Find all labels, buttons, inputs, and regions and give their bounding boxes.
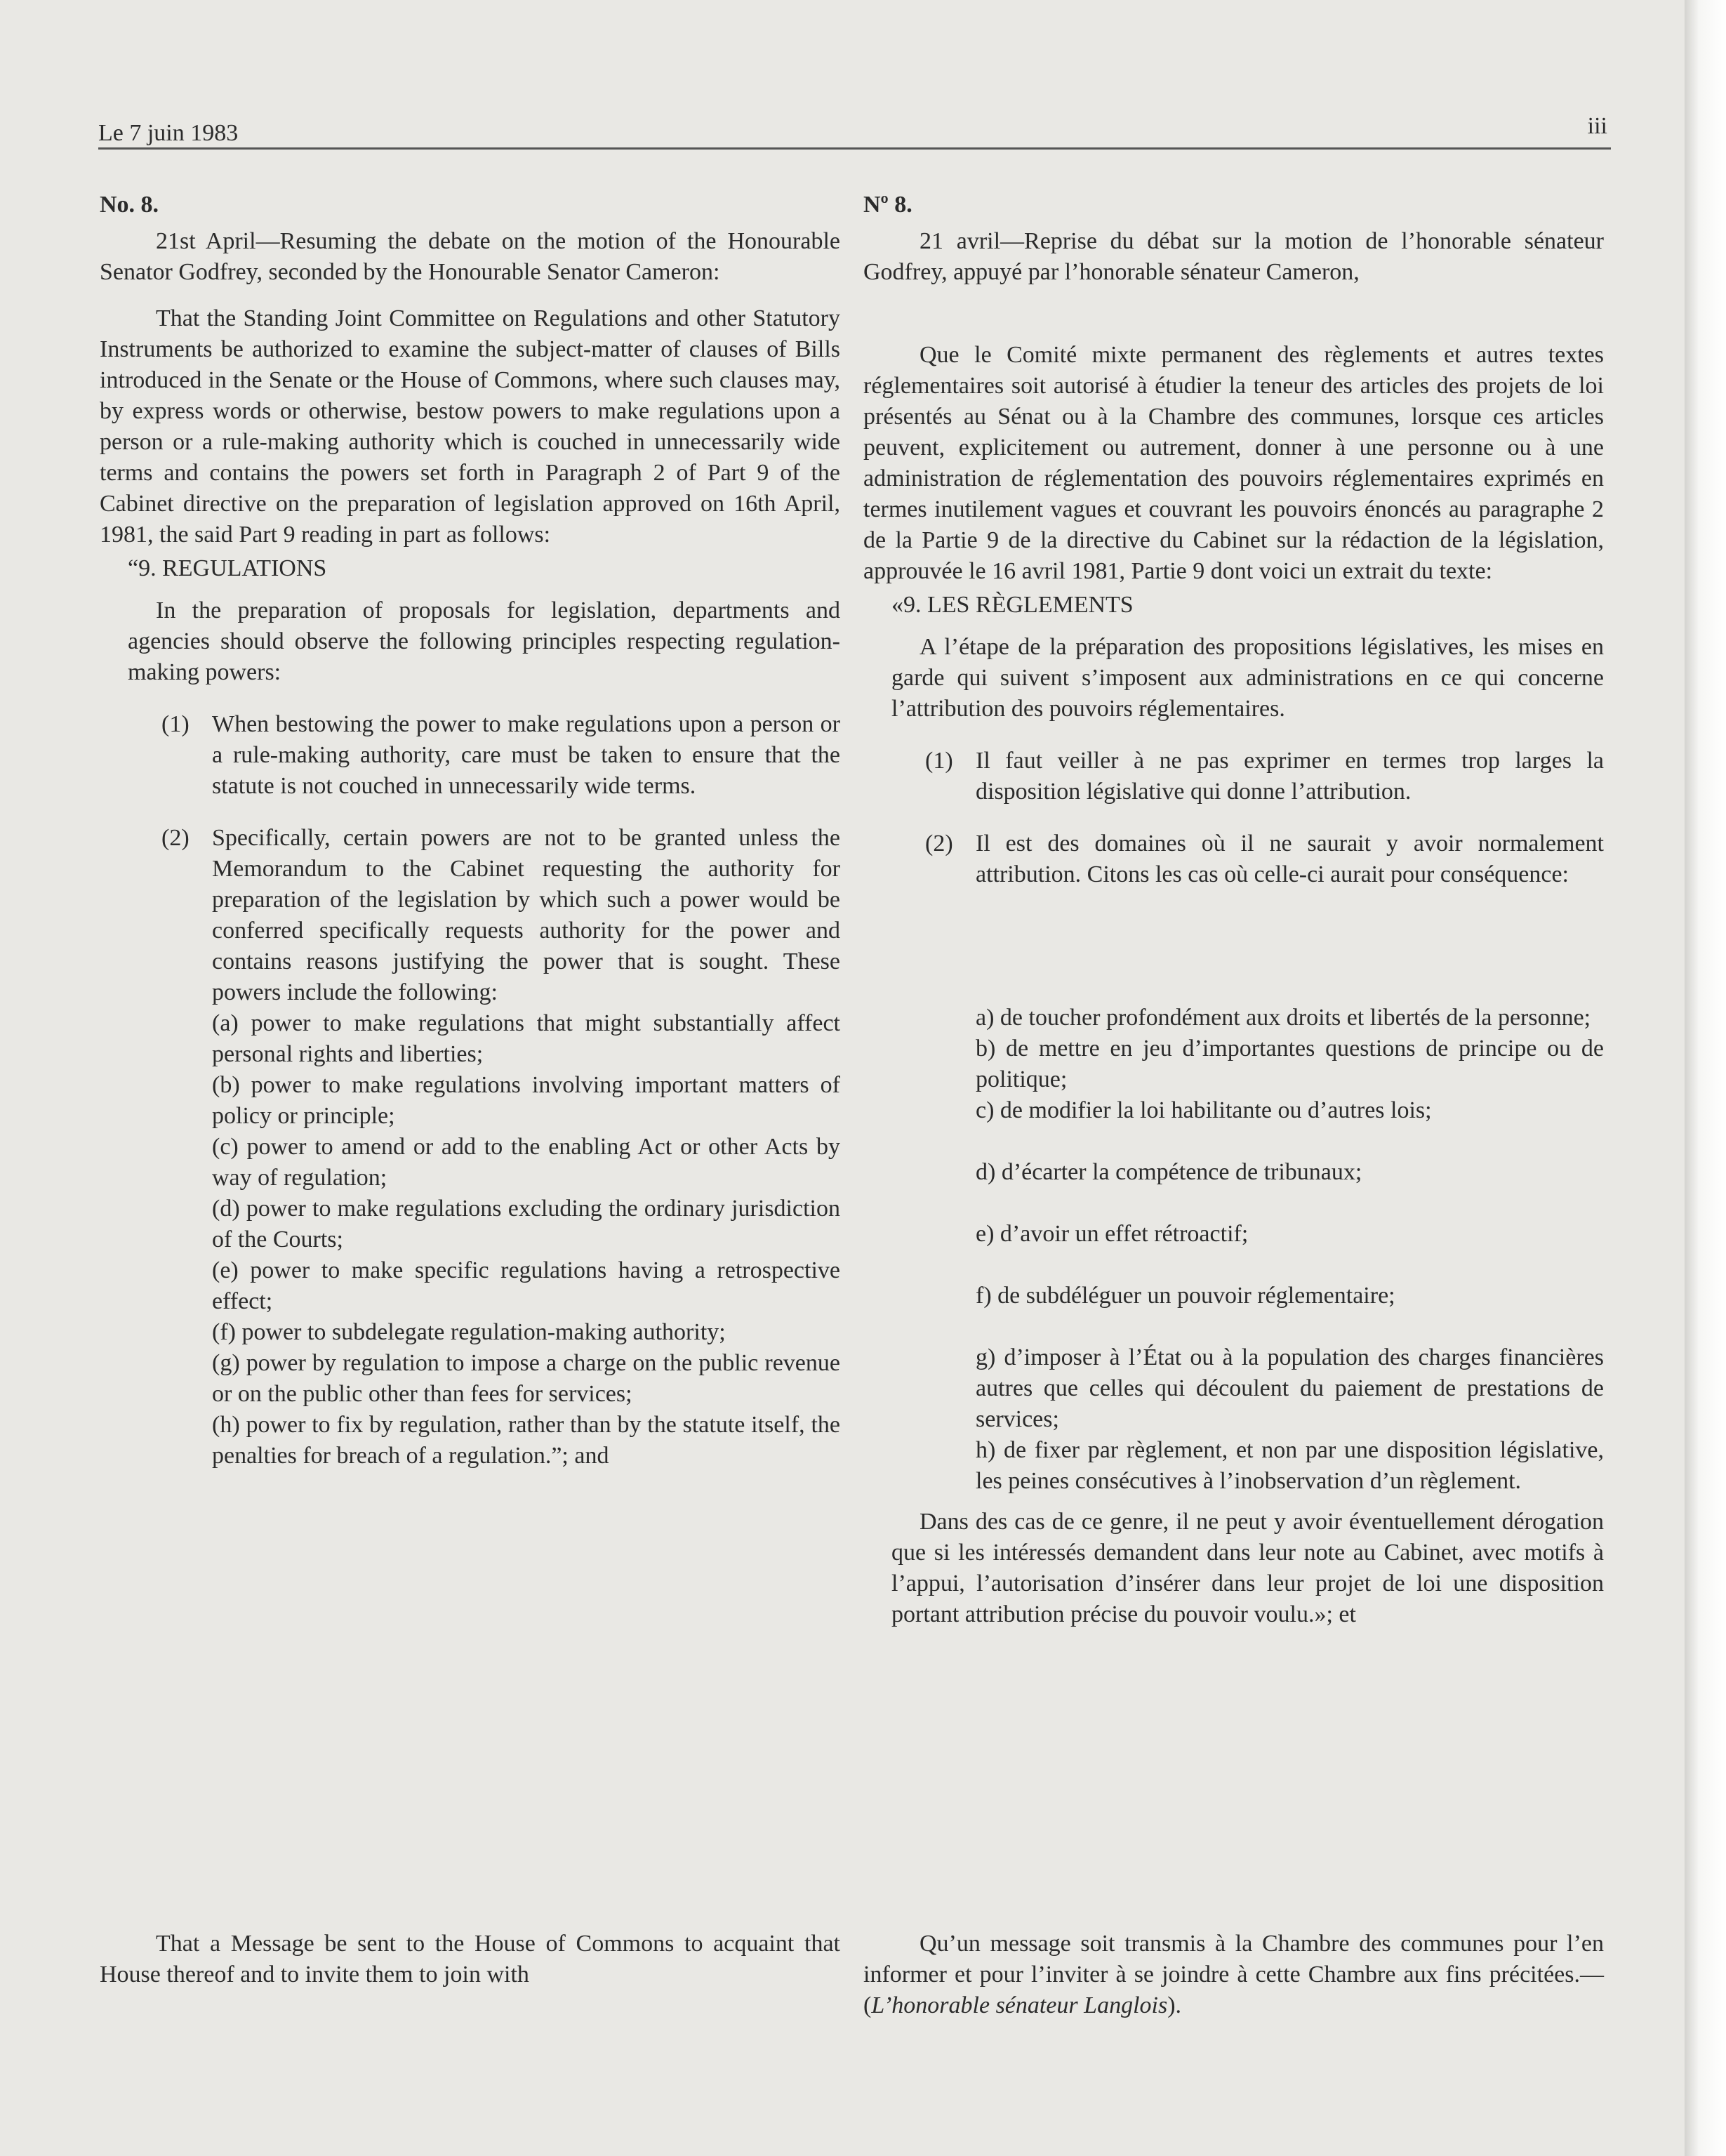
en-sub-b: (b) power to make regulations involving important matters of policy or principle;	[212, 1072, 840, 1129]
en-motion: That the Standing Joint Committee on Regulations and other Statutory Instruments be authorized to examine the subject-matter of clauses of Bills introduced in the Senate or the House of Commons, where such clauses may, by express words or otherwise, bestow powers to make regulations upon a person or a rule-making authority which is couched in unnecessarily wide terms and contains the powers set forth in Paragraph 2 of Part 9 of the Cabinet directive on the preparation of legislation approved on 16th April, 1981, the said Part 9 reading in part as follows:	[100, 305, 840, 548]
en-item-1-number: (1)	[161, 711, 190, 737]
fr-closing	[863, 1929, 1604, 2021]
fr-item-2-number: (2)	[925, 831, 953, 857]
fr-sub-g: g) d’imposer à l’État ou à la population des charges financières autres que celles qui découlent du paiement de prestations de services;	[976, 1344, 1604, 1432]
fr-sub-d: d) d’écarter la compétence de tribunaux;	[976, 1159, 1362, 1185]
en-sub-g: (g) power by regulation to impose a charge on the public revenue or on the public other than fees for services;	[212, 1350, 840, 1407]
fr-item-2	[863, 828, 1604, 890]
french-column	[863, 190, 1604, 2018]
fr-sub-e: e) d’avoir un effet rétroactif;	[976, 1221, 1249, 1247]
fr-sub-h: h) de fixer par règlement, et non par une disposition législative, les peines consécutives à l’inobservation d’un règlement.	[976, 1437, 1604, 1494]
page-edge	[1685, 0, 1726, 2156]
fr-sub-f: f) de subdéléguer un pouvoir réglementaire;	[976, 1283, 1395, 1309]
en-item-1-text: When bestowing the power to make regulations upon a person or a rule-making authority, care must be taken to ensure that the statute is not couched in unnecessarily wide terms.	[212, 711, 840, 799]
en-sub-c: (c) power to amend or add to the enabling Act or other Acts by way of regulation;	[212, 1134, 840, 1191]
fr-section-intro: A l’étape de la préparation des propositions législatives, les mises en garde qui suivent s’imposent aux administrations en ce qui concerne l’attribution des pouvoirs réglementaires.	[891, 634, 1604, 722]
fr-closing-text: Qu’un message soit transmis à la Chambre des communes pour l’en informer et pour l’inviter à se joindre à cette Chambre aux fins précitées.—(	[863, 1931, 1604, 2018]
en-closing: That a Message be sent to the House of Commons to acquaint that House thereof and to invite them to join with	[100, 1931, 840, 1988]
en-sub-d: (d) power to make regulations excluding the ordinary jurisdiction of the Courts;	[212, 1196, 840, 1252]
header-date: Le 7 juin 1983	[98, 120, 239, 146]
fr-sub-b: b) de mettre en jeu d’importantes questions de principe ou de politique;	[976, 1036, 1604, 1092]
fr-sub-c: c) de modifier la loi habilitante ou d’autres lois;	[976, 1097, 1432, 1123]
fr-closing-attribution: L’honorable sénateur Langlois	[871, 1992, 1168, 2018]
page-number: iii	[1587, 113, 1607, 139]
en-intro: 21st April—Resuming the debate on the motion of the Honourable Senator Godfrey, seconded by the Honourable Senator Cameron:	[100, 228, 840, 285]
fr-closing-end: ).	[1167, 1992, 1182, 2018]
header-rule	[98, 147, 1611, 150]
fr-item-2-text: Il est des domaines où il ne saurait y avoir normalement attribution. Citons les cas où celle-ci aurait pour conséquence:	[976, 831, 1604, 887]
en-item-2-text: Specifically, certain powers are not to be granted unless the Memorandum to the Cabinet requesting the authority for preparation of the legislation by which such a power would be conferred specifically requests authority for the power and contains reasons justifying the power that is sought. These powers include the following:	[212, 825, 840, 1005]
en-sub-h: (h) power to fix by regulation, rather than by the statute itself, the penalties for breach of a regulation.”; and	[212, 1412, 840, 1469]
en-item-2	[100, 823, 840, 1008]
fr-motion: Que le Comité mixte permanent des règlements et autres textes réglementaires soit autorisé à étudier la teneur des articles des projets de loi présentés au Sénat ou à la Chambre des communes, lorsque ces articles peuvent, explicitement ou autrement, donner à une personne ou à une administration de réglementation des pouvoirs réglementaires exprimés en termes inutilement vagues et couvrant les pouvoirs énoncés au paragraphe 2 de la Partie 9 de la directive du Cabinet sur la rédaction de la législation, approuvée le 16 avril 1981, Partie 9 dont voici un extrait du texte:	[863, 342, 1604, 584]
fr-item-number: Nº 8.	[863, 192, 912, 218]
en-sub-a: (a) power to make regulations that might substantially affect personal rights and liberties;	[212, 1010, 840, 1067]
en-item-number: No. 8.	[100, 192, 159, 218]
en-section-intro: In the preparation of proposals for legislation, departments and agencies should observe the following principles respecting regulation-making powers:	[128, 597, 840, 685]
en-sub-e: (e) power to make specific regulations having a retrospective effect;	[212, 1257, 840, 1314]
fr-item-1-number: (1)	[925, 748, 953, 774]
en-item-2-number: (2)	[161, 825, 190, 851]
en-sub-f: (f) power to subdelegate regulation-making authority;	[212, 1319, 726, 1345]
fr-sub-a: a) de toucher profondément aux droits et libertés de la personne;	[976, 1005, 1591, 1031]
fr-item-1	[863, 746, 1604, 807]
en-item-1	[100, 709, 840, 802]
english-column	[100, 190, 840, 1988]
fr-conclusion: Dans des cas de ce genre, il ne peut y avoir éventuellement dérogation que si les intéressés demandent dans leur note au Cabinet, avec motifs à l’appui, l’autorisation d’insérer dans leur projet de loi une disposition portant attribution précise du pouvoir voulu.»; et	[891, 1509, 1604, 1627]
fr-section-title: «9. LES RÈGLEMENTS	[891, 592, 1134, 618]
fr-intro: 21 avril—Reprise du débat sur la motion de l’honorable sénateur Godfrey, appuyé par l’honorable sénateur Cameron,	[863, 228, 1604, 285]
fr-item-1-text: Il faut veiller à ne pas exprimer en termes trop larges la disposition législative qui donne l’attribution.	[976, 748, 1604, 805]
en-section-title: “9. REGULATIONS	[128, 555, 327, 581]
